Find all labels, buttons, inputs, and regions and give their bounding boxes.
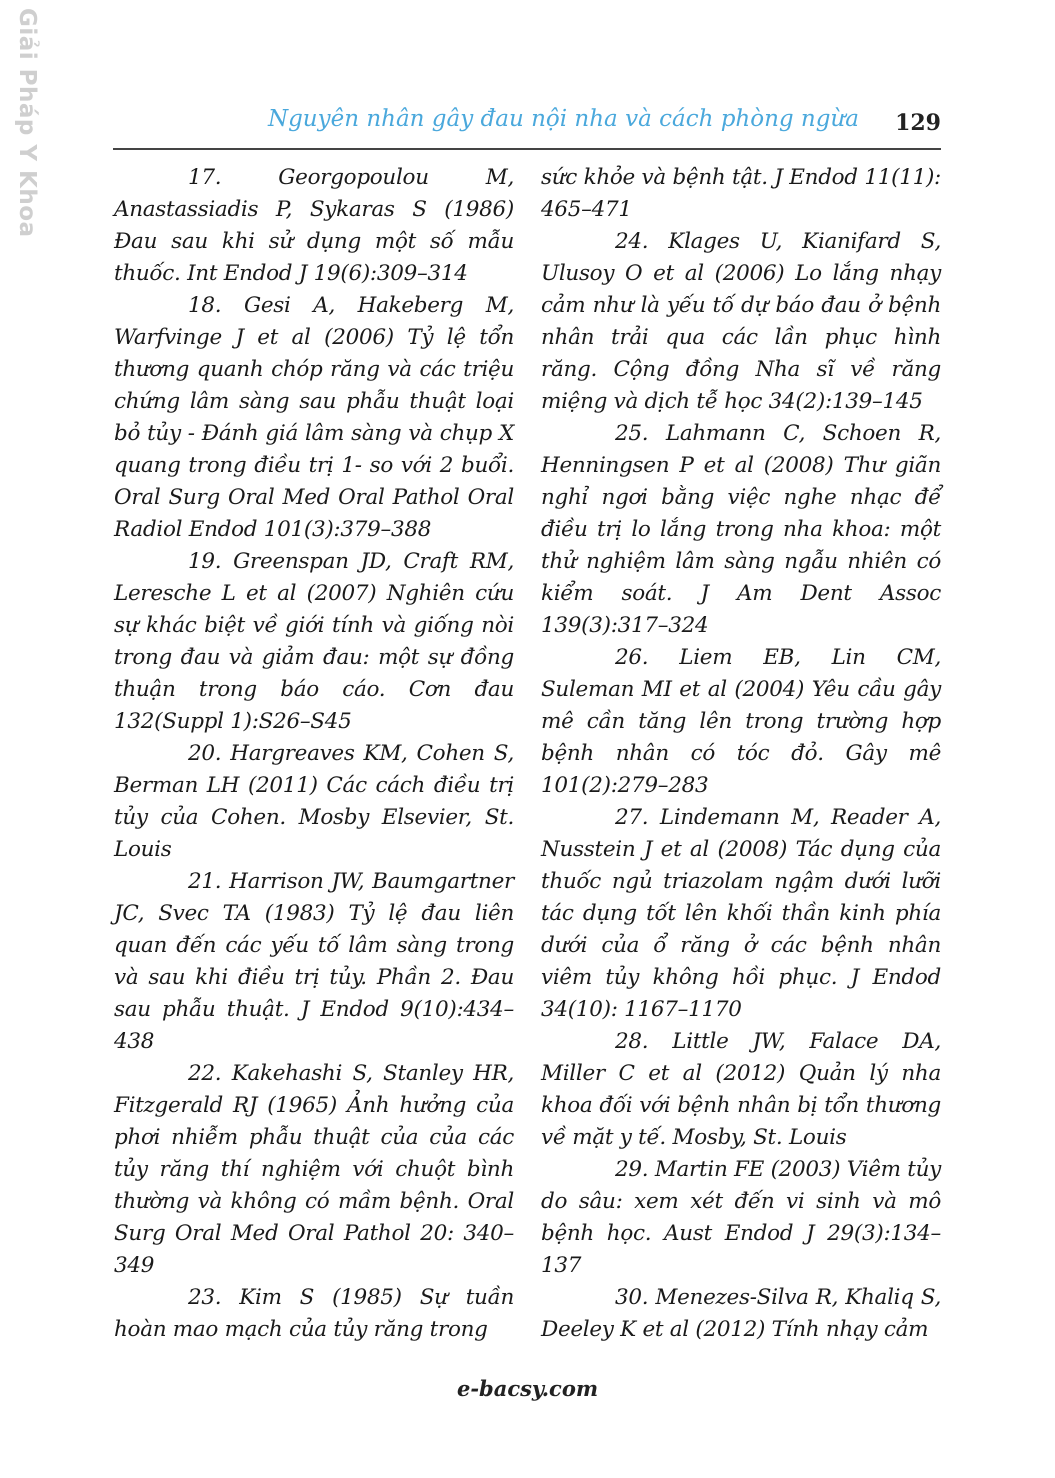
- reference-item: 20. Hargreaves KM, Cohen S, Berman LH (2011) Các cách điều trị tủy của Cohen. Mosby Elsevier, St. Louis: [114, 741, 514, 862]
- right-column: [541, 162, 941, 1346]
- reference-item: 28. Little JW, Falace DA, Miller C et al (2012) Quản lý nha khoa đối với bệnh nhân bị tổn thương về mặt y tế. Mosby, St. Louis: [541, 1029, 941, 1150]
- reference-item: 26. Liem EB, Lin CM, Suleman MI et al (2004) Yêu cầu gây mê cần tăng lên trong trường hợp bệnh nhân có tóc đỏ. Gây mê 101(2):279–283: [541, 645, 941, 798]
- page-number: 129: [895, 110, 941, 136]
- reference-item: 22. Kakehashi S, Stanley HR, Fitzgerald RJ (1965) Ảnh hưởng của phơi nhiễm phẫu thuật của của các tủy răng thí nghiệm với chuột bình thường và không có mầm bệnh. Oral Surg Oral Med Oral Pathol 20: 340–349: [114, 1061, 514, 1278]
- reference-item: 17. Georgopoulou M, Anastassiadis P, Sykaras S (1986) Đau sau khi sử dụng một số mẫu thuốc. Int Endod J 19(6):309–314: [114, 165, 514, 286]
- left-column: [114, 162, 514, 1346]
- reference-item: 30. Menezes-Silva R, Khaliq S, Deeley K et al (2012) Tính nhạy cảm: [541, 1285, 941, 1342]
- reference-item: 19. Greenspan JD, Craft RM, Leresche L et al (2007) Nghiên cứu sự khác biệt về giới tính và giống nòi trong đau và giảm đau: một sự đồng thuận trong báo cáo. Cơn đau 132(Suppl 1):S26–S45: [114, 549, 514, 734]
- reference-item: 18. Gesi A, Hakeberg M, Warfvinge J et al (2006) Tỷ lệ tổn thương quanh chóp răng và các triệu chứng lâm sàng sau phẫu thuật loại bỏ tủy - Đánh giá lâm sàng và chụp X quang trong điều trị 1- so với 2 buổi. Oral Surg Oral Med Oral Pathol Oral Radiol Endod 101(3):379–388: [114, 293, 514, 542]
- reference-item: 25. Lahmann C, Schoen R, Henningsen P et al (2008) Thư giãn nghỉ ngơi bằng việc nghe nhạc để điều trị lo lắng trong nha khoa: một thử nghiệm lâm sàng ngẫu nhiên có kiểm soát. J Am Dent Assoc 139(3):317–324: [541, 421, 941, 638]
- page-header: [113, 100, 941, 150]
- watermark-text: Giải Pháp Y Khoa: [14, 8, 40, 238]
- running-title: Nguyên nhân gây đau nội nha và cách phòng ngừa: [267, 106, 859, 132]
- reference-item: sức khỏe và bệnh tật. J Endod 11(11): 465–471: [541, 165, 941, 222]
- reference-item: 27. Lindemann M, Reader A, Nusstein J et al (2008) Tác dụng của thuốc ngủ triazolam ngậm dưới lưỡi tác dụng tốt lên khối thần kinh phía dưới của ổ răng ở các bệnh nhân viêm tủy không hồi phục. J Endod 34(10): 1167–1170: [541, 805, 941, 1022]
- reference-item: 29. Martin FE (2003) Viêm tủy do sâu: xem xét đến vi sinh và mô bệnh học. Aust Endod J 29(3):134–137: [541, 1157, 942, 1278]
- reference-item: 23. Kim S (1985) Sự tuần hoàn mao mạch của tủy răng trong: [114, 1285, 514, 1342]
- reference-item: 21. Harrison JW, Baumgartner JC, Svec TA (1983) Tỷ lệ đau liên quan đến các yếu tố lâm sàng trong và sau khi điều trị tủy. Phần 2. Đau sau phẫu thuật. J Endod 9(10):434–438: [114, 869, 514, 1054]
- footer-site[interactable]: e-bacsy.com: [456, 1376, 599, 1401]
- reference-item: 24. Klages U, Kianifard S, Ulusoy O et al (2006) Lo lắng nhạy cảm như là yếu tố dự báo đau ở bệnh nhân trải qua các lần phục hình răng. Cộng đồng Nha sĩ về răng miệng và dịch tễ học 34(2):139–145: [541, 229, 941, 414]
